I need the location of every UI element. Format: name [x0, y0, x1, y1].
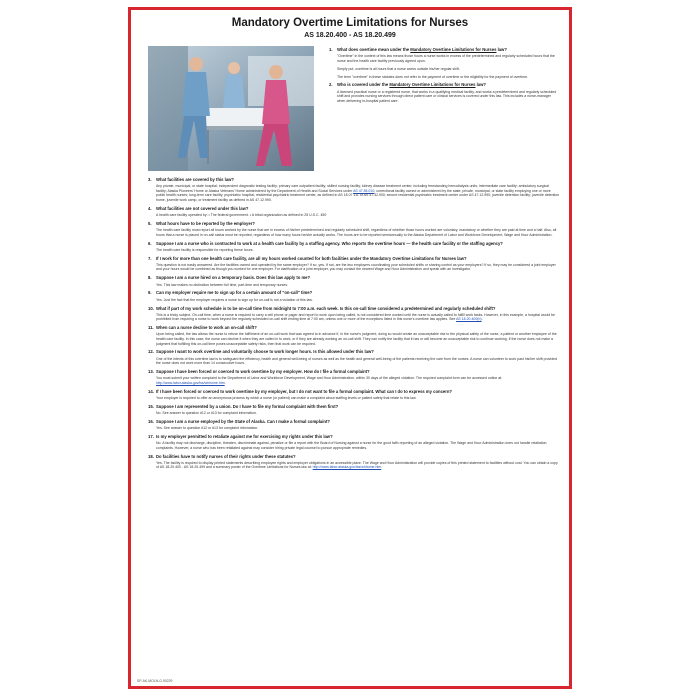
question-number: 4.: [148, 205, 152, 211]
question-number: 10.: [148, 305, 154, 311]
top-questions: [329, 47, 560, 107]
answer-body: Yes. This law makes no distinction between full time, part-time and temporary nurses.: [156, 282, 289, 287]
question-text: Suppose I am a nurse who is contracted to work at a health care facility by a staffing agency. Who reports the overtime hours — the health care facility or the staffing agency?: [156, 240, 503, 246]
question-11: [148, 325, 560, 346]
answer-text: [156, 357, 560, 366]
answer-body-end: .: [224, 380, 226, 385]
reference-link[interactable]: http://www.labor.alaska.gov/lss/whhome.htm: [156, 380, 225, 385]
question-text: Suppose I have been forced or coerced to work overtime by my employer. How do I file a formal complaint?: [156, 369, 370, 375]
question-text: Suppose I want to work overtime and voluntarily choose to work longer hours. Is this allowed under this law?: [156, 349, 374, 355]
question-number: 15.: [148, 403, 154, 409]
answer-body: The health care facility must report all hours worked by the nurse that are in excess of his/her predetermined and regularly scheduled shift, regardless of whether those hours worked are voluntary, mandatory or whether they are paid at time and a half. Also, all hours that a nurse is placed in on-call status must be reported, regardless of how many hours he/she actually works. The hours are to be reported semiannually to the Alaska Department of Labor and Workforce Development, Wage and Hour Administration.: [156, 228, 557, 237]
question-number: 14.: [148, 388, 154, 394]
question-number: 16.: [148, 418, 154, 424]
question-text: What hours have to be reported by the employer?: [156, 220, 255, 226]
question-text: If I work for more than one health care facility, are all my hours worked counted for both facilities under the Mandatory Overtime Limitations for Nurses law?: [156, 255, 467, 261]
answer-body-end: .: [381, 465, 383, 470]
question-12: [148, 349, 560, 365]
question-16: [148, 419, 560, 431]
question-number: 3.: [148, 177, 152, 182]
answer-body: This is a tricky subject. On-call time, when a nurse is required to carry a cell phone or pager and report to work upon being called, is not considered time worked until the nurse is actually called to fulfill work tasks. However, in this example, a hospital would be prohibited from requiring a nurse to work beyond the regularly scheduled on-call shift ending time at 7:00 am, unless one or more of the exceptions listed in this nurse's overtime law applies. See: [156, 312, 555, 322]
answer-body: Yes. See answer to question #12 or #13 for complaint information.: [156, 426, 259, 431]
question-text-end: law?: [496, 47, 507, 52]
question-number: 1.: [329, 47, 333, 52]
question-number: 6.: [148, 240, 152, 246]
question-text: What facilities are not covered under this law?: [156, 205, 249, 211]
answer-paragraph: A licensed practical nurse or a registered nurse, that works in a qualifying medical facility, and works a predetermined and regularly scheduled shift and provides nursing services through direct patient care or clinical services is covered under this law. This includes a nurse-manager when delivering in-hospital patient care.: [337, 89, 557, 103]
answer-body: Upon being called, the law allows the nurse to refuse the fulfillment of an on-call work that was agreed to in advance if, in the nurse's judgment, doing so would create an unacceptable risk to the physical safety of the nurse, a patient or another employee of the health care facility. In this case, the nurse can decline it when they are called in to work, or if they are already working an on-call shift. They can notify the facility that it has or will become an unacceptable risk to continue working. If the nurse does not make a judgment that fulfilling this on-call time poses unacceptable safety risks, then that work can be required.: [156, 332, 557, 346]
question-3: [148, 177, 560, 203]
question-9: [148, 290, 560, 302]
question-1: [329, 47, 560, 79]
question-5: [148, 221, 560, 237]
question-text: What does overtime mean under the: [337, 47, 411, 52]
question-text: Is my employer permitted to retaliate against me for exercising my rights under this law?: [156, 434, 333, 440]
answer-text: [156, 441, 560, 450]
question-text: What if part of my work schedule is to be on-call time from midnight to 7:00 a.m. each week. Is this on-call time considered a predetermined and regularly scheduled shift?: [156, 305, 496, 311]
answer-paragraph: "Overtime" in the context of this law means those hours a nurse works in excess of the predetermined and regularly scheduled hours that the nurse and the health care facility previously agreed upon.: [337, 54, 555, 63]
reference-link[interactable]: AS 18.20.400(b): [456, 317, 482, 322]
question-2: [329, 82, 560, 103]
question-text: Suppose I am represented by a union. Do I have to file my formal complaint with them first?: [156, 403, 339, 409]
question-8: [148, 275, 560, 287]
question-text: When can a nurse decline to work an on-call shift?: [156, 325, 257, 331]
answer-body: A health care facility operated by: • The federal government. • A tribal organization as defined in 25 U.S.C. 450: [156, 213, 327, 218]
nurses-photo: [148, 46, 314, 171]
question-number: 12.: [148, 349, 154, 355]
answer-text: [156, 411, 560, 416]
question-text: Do facilities have to notify nurses of their rights under these statutes?: [156, 453, 296, 459]
question-18: [148, 454, 560, 470]
poster-subtitle: AS 18.20.400 - AS 18.20.499: [304, 32, 396, 39]
answer-text: [156, 461, 560, 470]
answer-text: [156, 313, 560, 322]
answer-body: You must submit your written complaint to the Department of Labor and Workforce Development, Wage and Hour Administration, within 30 days of the alleged violation. The required complaint form can be accessed online at:: [156, 376, 503, 381]
question-13: [148, 369, 560, 385]
answer-paragraph: The term "overtime" in these statutes does not refer to the payment of overtime or the eligibility for the payment of overtime.: [337, 74, 528, 79]
answer-text: [156, 426, 560, 431]
question-number: 8.: [148, 275, 152, 281]
answer-paragraph: Simply put, overtime is all hours that a nurse works outside his/her regular shift.: [337, 66, 460, 71]
answer-text: [156, 248, 560, 253]
question-number: 2.: [329, 82, 333, 88]
answer-text: [156, 298, 560, 303]
answer-text: [156, 332, 560, 346]
nurses-photo-icon: [148, 46, 314, 171]
answer-body: This question is not easily answered. Are the facilities owned and operated by the same employer? If so, yes. If not, are the two employers coordinating your scheduled shifts or sharing control as your employers? If so, they may be considered a joint employer and your hours would be combined as though you worked for one employer. For clarification of a joint employer, you may contact the nearest Wage and Hour Administration and speak with an investigator.: [156, 262, 556, 272]
question-list: [148, 177, 560, 473]
answer-text: [156, 396, 560, 401]
answer-body: One of the intents of this overtime law is to safeguard the efficiency, health and general well-being of nurses as well as the health and general well-being of the patients receiving the care from the nurses. A nurse can volunteer to work past his/her shift provided the nurse does not work more than 14 consecutive hours.: [156, 356, 558, 366]
question-15: [148, 404, 560, 416]
question-number: 11.: [148, 325, 154, 331]
answer-text: [156, 228, 560, 237]
answer-body: No. See answer to question #12 or #13 for complaint information.: [156, 411, 257, 416]
answer-body: Any private, municipal, or state hospital; independent diagnostic testing facility; primary care outpatient facility; skilled nursing facility; kidney disease treatment center, including freestanding hemodialysis units; intermediate care facility; ambulatory surgical facility; Alaska Pioneers' Home or Alaska Veterans' Home administered by the Department of Health and Social Services under: [156, 184, 549, 193]
question-number: 18.: [148, 453, 154, 459]
answer-text: [156, 263, 560, 272]
question-10: [148, 306, 560, 322]
answer-text: [156, 376, 560, 385]
answer-body: Yes. The facility is required to display printed statements describing employee rights and employer obligations in an accessible place. The Wage and Hour Administration will provide copies of this printed statement to facilities without cost. You can obtain a copy of AS 18.20.400 - AS 18.20.499 and a summary poster of the Overtime Limitations for Nurses law at:: [156, 460, 558, 470]
poster-title: Mandatory Overtime Limitations for Nurses: [231, 17, 469, 29]
answer-text: [156, 213, 560, 218]
poster-code: SP-AK-MOLN-G-90229: [137, 679, 173, 683]
answer-body: The health care facility is responsible for reporting these hours.: [156, 247, 254, 252]
question-text-end: law?: [475, 82, 486, 88]
answer-body-end: .: [481, 317, 483, 322]
question-text: Who is covered under the: [337, 82, 390, 88]
question-text: Suppose I am a nurse employed by the State of Alaska. Can I make a formal complaint?: [156, 418, 330, 424]
question-number: 5.: [148, 220, 152, 226]
question-7: [148, 256, 560, 272]
question-number: 17.: [148, 434, 154, 440]
answer-body-end: ; correctional facility owned or administered by the state; private, municipal, or state facility employing one or more public health nurses; long-term care facility; psychiatric hospital; residential psychiatric treatment center, as defined in AS 18.07.111 or AS 47.32.900; secure residential psychiatric treatment center under AS 47.12.990; juvenile detention facility; juvenile detention home, juvenile work camp, or treatment facility as defined in AS 47.12.990.: [156, 188, 560, 202]
question-number: 13.: [148, 369, 154, 375]
question-17: [148, 434, 560, 450]
reference-link[interactable]: AS 47.55.010: [353, 188, 375, 193]
question-14: [148, 389, 560, 401]
question-4: [148, 206, 560, 218]
question-text: Can my employer require me to sign up for a certain amount of "on-call" time?: [156, 290, 313, 296]
answer-body: Your employer is required to offer an anonymous process by which a nurse (or patient) can make a complaint about staffing levels or patient safety that relate to this law.: [156, 395, 417, 400]
question-number: 7.: [148, 255, 152, 261]
question-6: [148, 241, 560, 253]
question-text: What facilities are covered by this law?: [156, 177, 234, 182]
question-text: Suppose I am a nurse hired on a temporary basis. Does this law apply to me?: [156, 275, 311, 281]
poster-frame: [128, 7, 572, 689]
law-name: Mandatory Overtime Limitations for Nurses: [410, 47, 497, 52]
question-number: 9.: [148, 290, 152, 296]
law-name: Mandatory Overtime Limitations for Nurses: [389, 82, 476, 88]
reference-link[interactable]: http://www.labor.alaska.gov/lss/whhome.htm: [312, 465, 382, 470]
answer-body: Yes. Just the fact that the employer requires a nurse to sign up for on-call is not a violation of this law.: [156, 297, 313, 302]
answer-text: [156, 184, 560, 202]
answer-text: [156, 283, 560, 288]
question-text: If I have been forced or coerced to work overtime by my employer, but I do not want to file a formal complaint. What can I do to express my concern?: [156, 388, 452, 394]
answer-body: No. A facility may not discharge, discipline, threaten, discriminate against, penalize or file a report with the Board of Nursing against a nurse for the good faith reporting of an alleged violation. The Wage and Hour Administration does not handle retaliation complaints. However, a nurse who has been retaliated against may consider hiring private legal counsel to pursue appropriate remedies.: [156, 441, 547, 450]
